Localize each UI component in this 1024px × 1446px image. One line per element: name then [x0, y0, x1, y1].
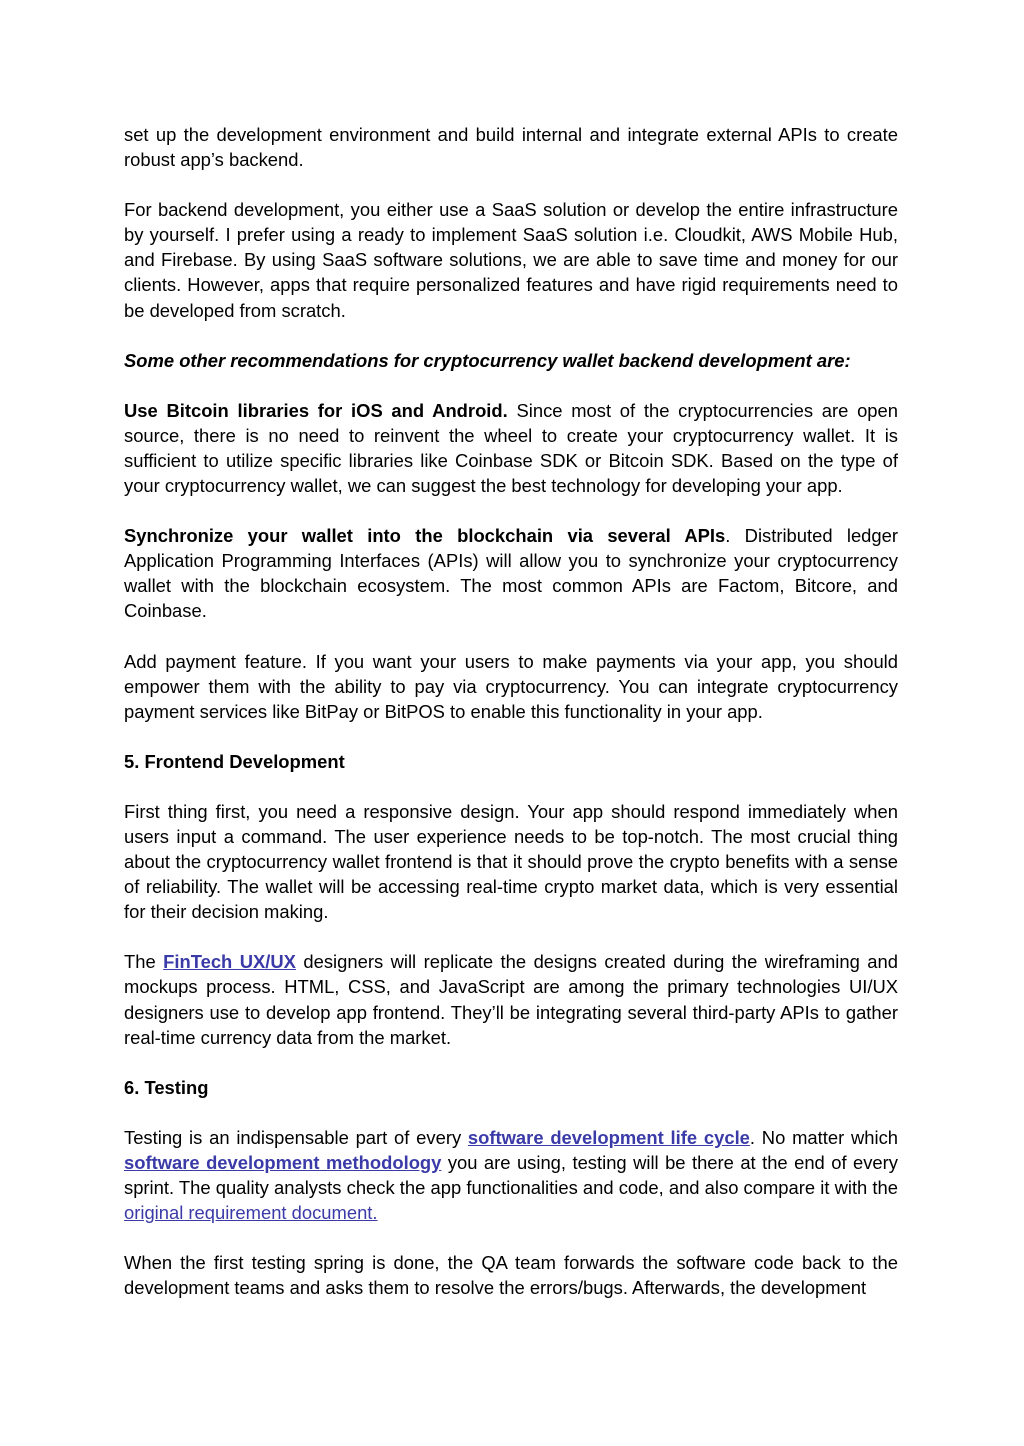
- paragraph-recommendations-heading: [124, 348, 898, 373]
- requirement-document-link[interactable]: original requirement document.: [124, 1202, 378, 1224]
- heading-testing: 6. Testing: [124, 1076, 209, 1098]
- testing-text-mid2: you are using, testing will be there at the end of every sprint. The quality analysts check the app functionalities and code, and also compare it with the: [124, 1151, 898, 1198]
- paragraph-synchronize-wallet: [124, 523, 898, 623]
- synchronize-wallet-text: . Distributed ledger Application Programming Interfaces (APIs) will allow you to synchronize your cryptocurrency wallet with the blockchain ecosystem. The most common APIs are Factom, Bitcore, and Coinbase.: [124, 525, 898, 622]
- recommendations-heading: Some other recommendations for cryptocurrency wallet backend development are:: [124, 349, 851, 371]
- document-page: [124, 122, 898, 1325]
- paragraph-payment-feature: Add payment feature. If you want your users to make payments via your app, you should empower them with the ability to pay via cryptocurrency. You can integrate cryptocurrency payment services like BitPay or BitPOS to enable this functionality in your app.: [124, 650, 898, 722]
- testing-text-mid1: . No matter which: [749, 1126, 898, 1148]
- fintech-text-post: designers will replicate the designs created during the wireframing and mockups process. HTML, CSS, and JavaScript are among the primary technologies UI/UX designers use to develop app frontend. They’ll be integrating several third-party APIs to gather real-time currency data from the market.: [124, 951, 898, 1048]
- paragraph-backend-saas: For backend development, you either use a SaaS solution or develop the entire infrastructure by yourself. I prefer using a ready to implement SaaS solution i.e. Cloudkit, AWS Mobile Hub, and Firebase. By using SaaS software solutions, we are able to save time and money for our clients. However, apps that require personalized features and have rigid requirements need to be developed from scratch.: [124, 199, 898, 321]
- fintech-ux-link[interactable]: FinTech UX/UX: [163, 951, 296, 973]
- fintech-text-pre: The: [124, 951, 164, 973]
- paragraph-backend-intro: set up the development environment and build internal and integrate external APIs to create robust app’s backend.: [124, 124, 898, 171]
- paragraph-bitcoin-libraries: [124, 398, 898, 498]
- synchronize-wallet-lead: Synchronize your wallet into the blockchain via several APIs: [124, 525, 726, 547]
- paragraph-qa-forwarding: When the first testing spring is done, the QA team forwards the software code back to the development teams and asks them to resolve the errors/bugs. Afterwards, the development: [124, 1252, 898, 1299]
- bitcoin-libraries-text: Since most of the cryptocurrencies are open source, there is no need to reinvent the wheel to create your cryptocurrency wallet. It is sufficient to utilize specific libraries like Coinbase SDK or Bitcoin SDK. Based on the type of your cryptocurrency wallet, we can suggest the best technology for developing your app.: [124, 399, 898, 497]
- paragraph-responsive-design: First thing first, you need a responsive design. Your app should respond immediately when users input a command. The user experience needs to be top-notch. The most crucial thing about the cryptocurrency wallet frontend is that it should prove the crypto benefits with a sense of reliability. The wallet will be accessing real-time crypto market data, which is very essential for their decision making.: [124, 800, 898, 923]
- paragraph-fintech-designers: [124, 949, 898, 1049]
- paragraph-testing: [124, 1125, 898, 1225]
- methodology-link[interactable]: software development methodology: [124, 1151, 442, 1173]
- sdlc-link[interactable]: software development life cycle: [467, 1126, 750, 1148]
- heading-frontend-development: 5. Frontend Development: [124, 750, 345, 772]
- testing-text-pre: Testing is an indispensable part of every: [124, 1126, 468, 1148]
- bitcoin-libraries-lead: Use Bitcoin libraries for iOS and Android.: [124, 399, 508, 421]
